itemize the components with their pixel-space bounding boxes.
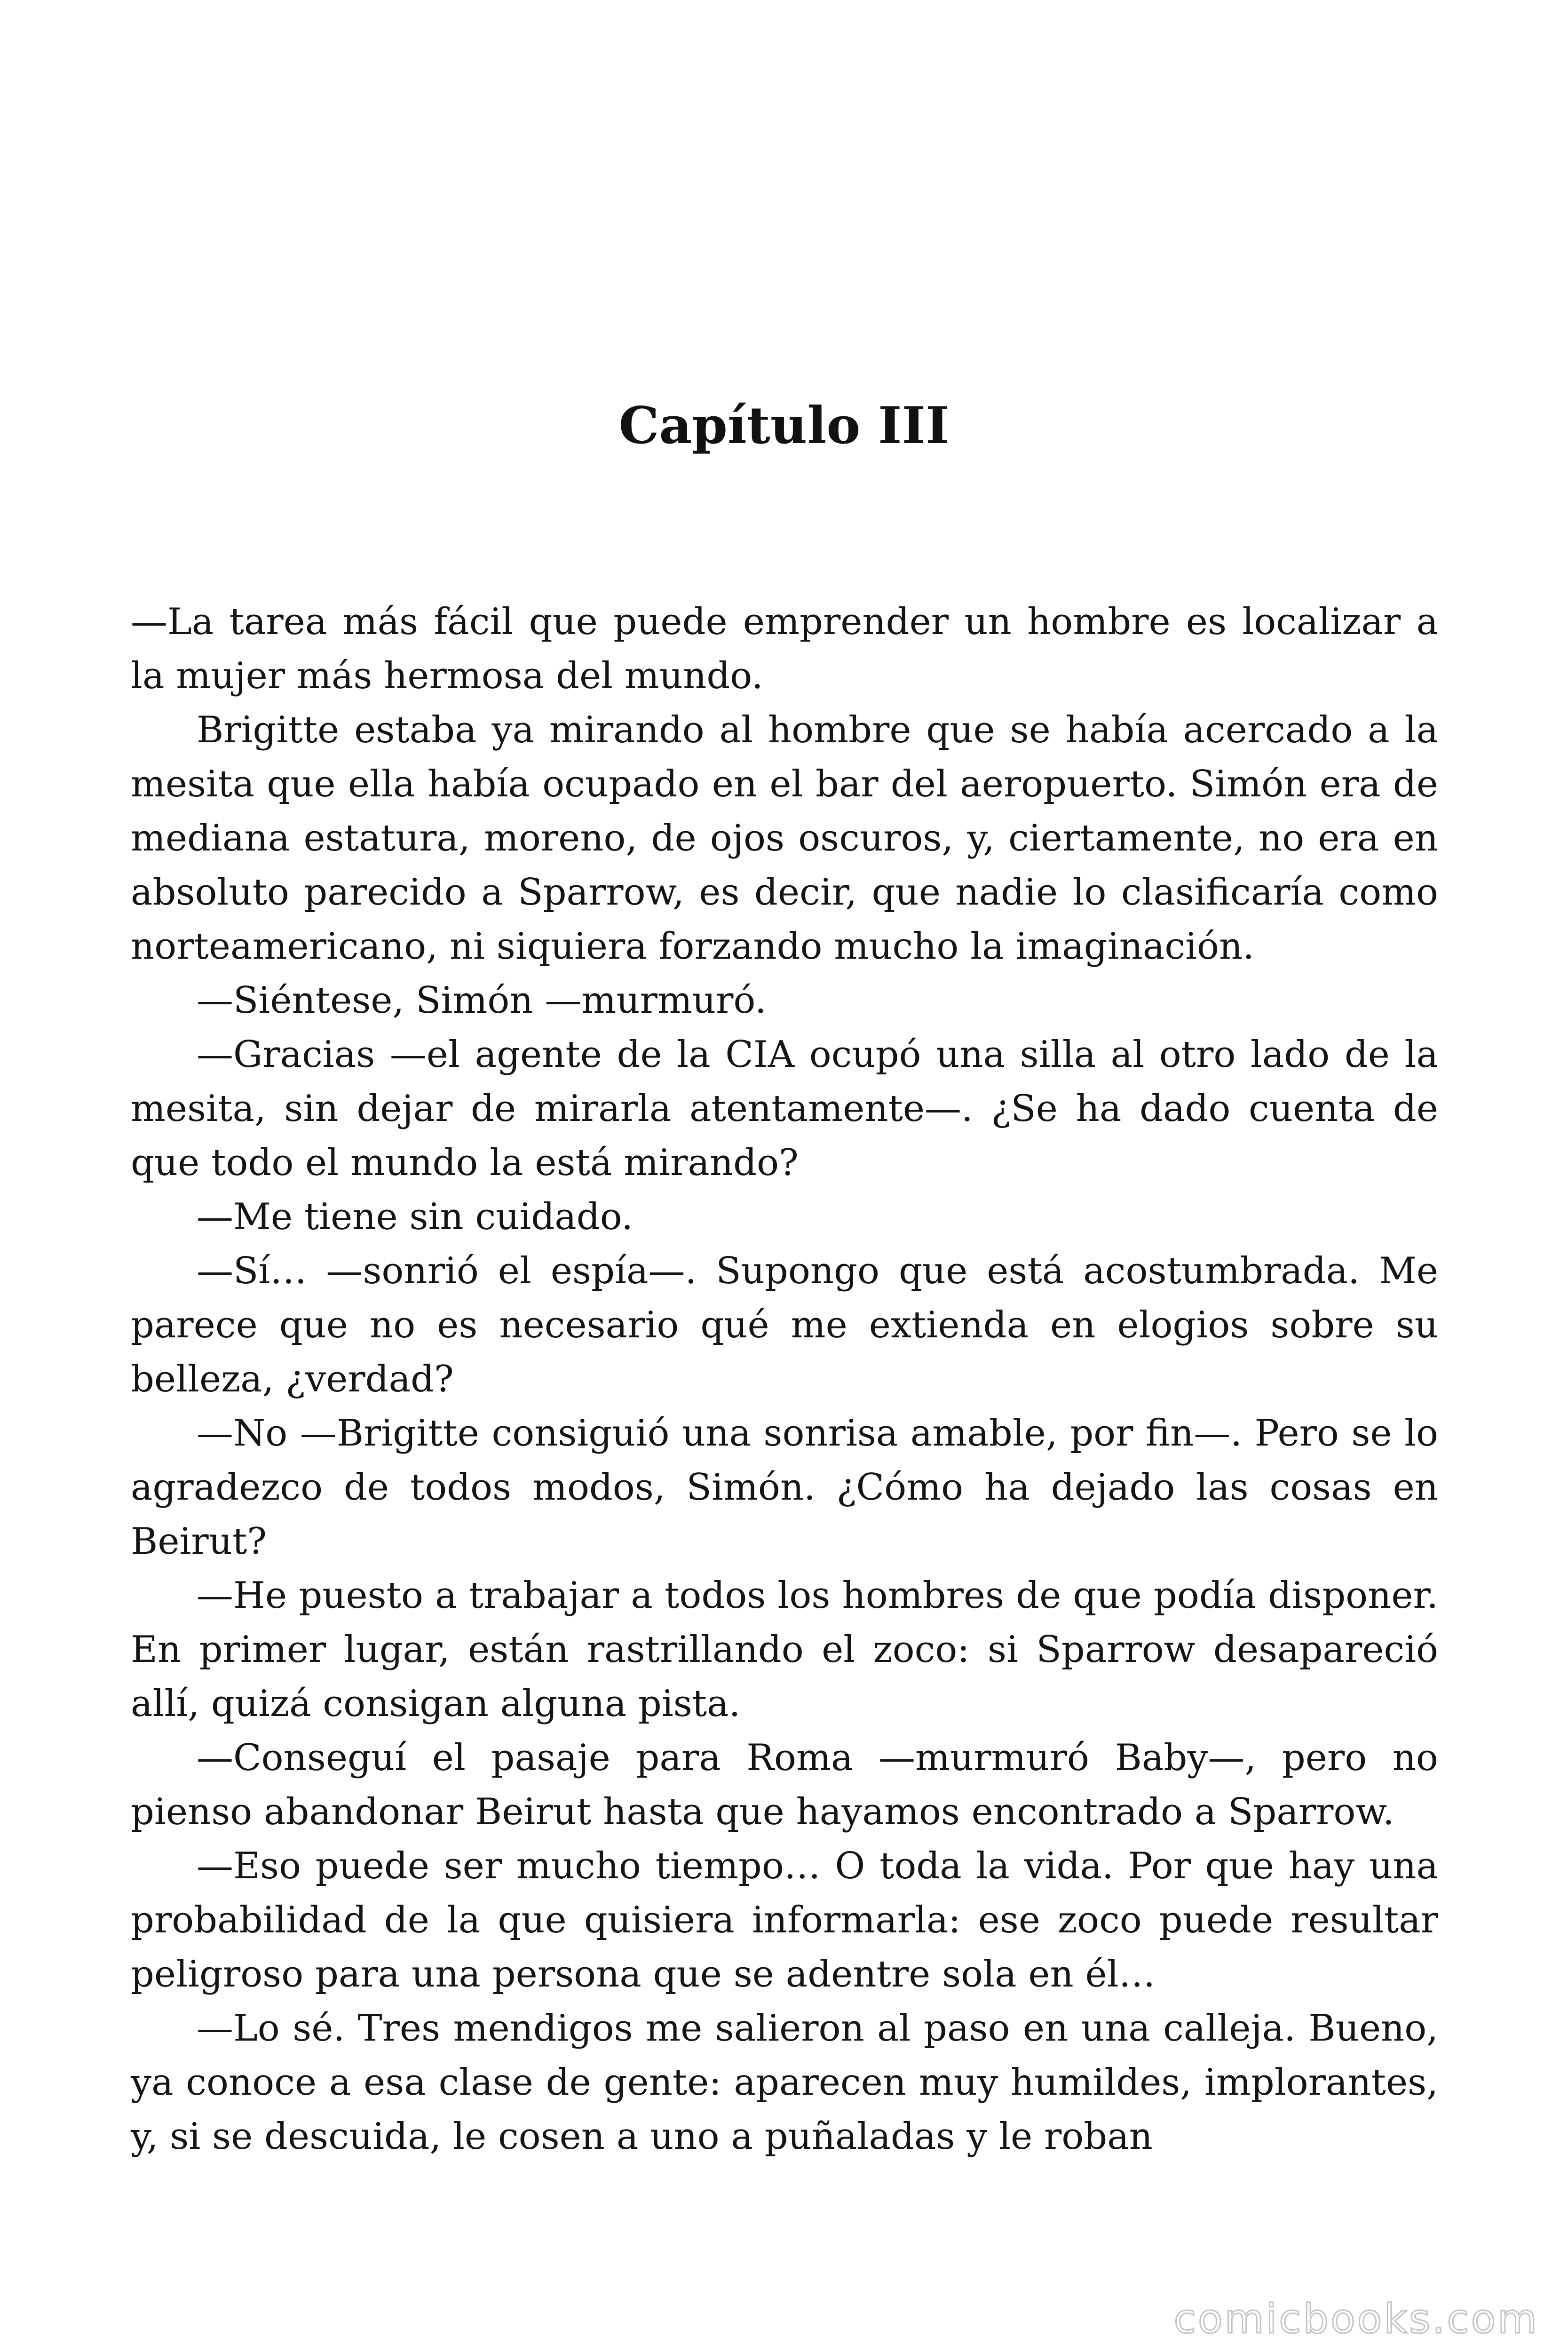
paragraph: —Me tiene sin cuidado. xyxy=(197,1196,634,1238)
paragraph: Brigitte estaba ya mirando al hombre que se había acercado a la mesita que ella había ocupado en el bar del aeropuerto. Simón era de mediana estatura, moreno, de ojos oscuros, y, ciertamente, no era en absoluto parecido a Sparrow, es decir, que nadie lo clasificaría como norteamericano, ni siquiera forzando mucho la imaginación. xyxy=(131,709,1438,968)
paragraph: —No —Brigitte consiguió una sonrisa amable, por fin—. Pero se lo agradezco de todos modos, Simón. ¿Cómo ha dejado las cosas en Beirut? xyxy=(131,1412,1438,1563)
paragraph: —Siéntese, Simón —murmuró. xyxy=(197,979,767,1022)
paragraph: —Lo sé. Tres mendigos me salieron al paso en una calleja. Bueno, ya conoce a esa clase de gente: aparecen muy humildes, implorantes, y, si se descuida, le cosen a uno a puñaladas y le roban xyxy=(131,2007,1438,2158)
chapter-title: Capítulo III xyxy=(618,396,950,455)
watermark: comicbooks.com xyxy=(1173,2296,1539,2343)
paragraph: —He puesto a trabajar a todos los hombres de que podía disponer. En primer lugar, están rastrillando el zoco: si Sparrow desapareció allí, quizá consigan alguna pista. xyxy=(131,1574,1438,1725)
paragraph: —Gracias —el agente de la CIA ocupó una silla al otro lado de la mesita, sin dejar de mirarla atentamente—. ¿Se ha dado cuenta de que todo el mundo la está mirando? xyxy=(131,1033,1438,1184)
paragraph: —Conseguí el pasaje para Roma —murmuró Baby—, pero no pienso abandonar Beirut hasta que hayamos encontrado a Sparrow. xyxy=(131,1737,1438,1833)
paragraph: —La tarea más fácil que puede emprender un hombre es localizar a la mujer más hermosa del mundo. xyxy=(131,601,1438,697)
paragraph: —Sí… —sonrió el espía—. Supongo que está acostumbrada. Me parece que no es necesario qué me extienda en elogios sobre su belleza, ¿verdad? xyxy=(131,1250,1438,1400)
text-body xyxy=(131,595,1438,2164)
paragraph: —Eso puede ser mucho tiempo… O toda la vida. Por que hay una probabilidad de la que quisiera informarla: ese zoco puede resultar peligroso para una persona que se adentre sola en él… xyxy=(131,1845,1438,1995)
